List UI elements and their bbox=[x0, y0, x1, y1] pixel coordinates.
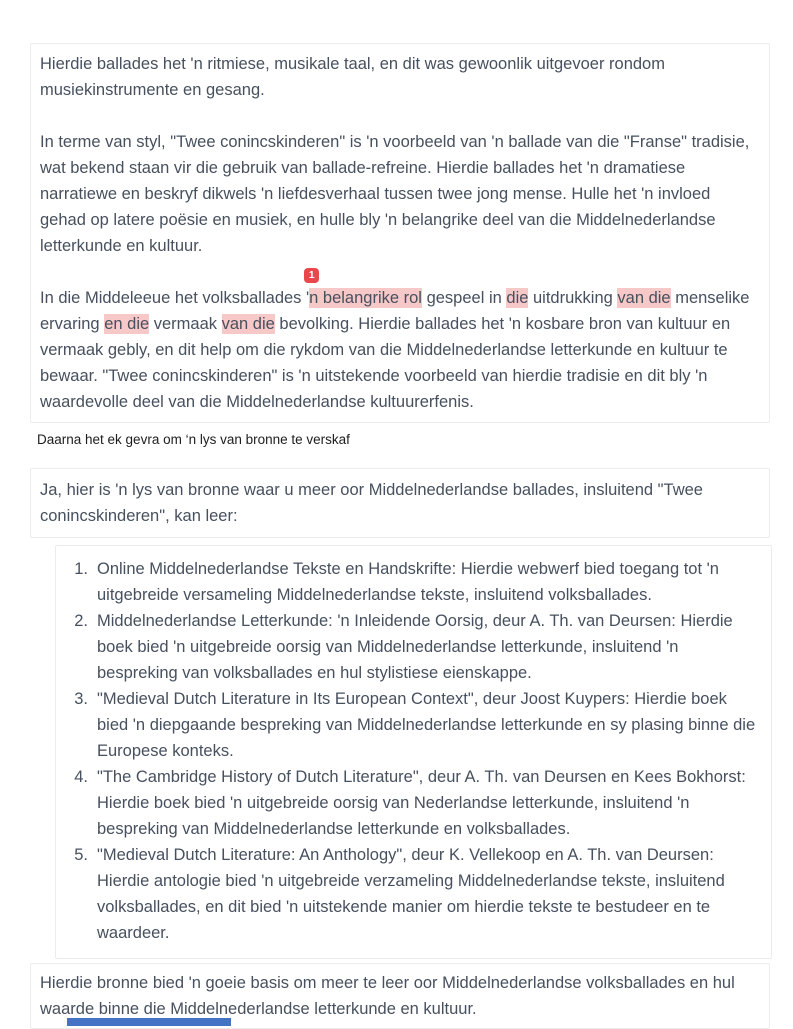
sources-intro-text: Ja, hier is 'n lys van bronne waar u meer oor Middelnederlandse ballades, insluitend "Twee conincskinderen", kan leer: bbox=[40, 481, 703, 525]
text-segment: uitdrukking bbox=[528, 289, 618, 307]
list-item-text: Middelnederlandse Letterkunde: 'n Inleidende Oorsig, deur A. Th. van Deursen: Hierdie boek bied 'n uitgebreide oorsig van Middelnederlandse letterkunde, insluitend 'n bespreking van volksballades en hul stylistiese eienskappe. bbox=[97, 612, 733, 682]
annotation-badge-1[interactable]: 1 bbox=[304, 268, 319, 283]
list-item-number: 1. bbox=[74, 560, 88, 578]
highlighted-phrase-en-die[interactable]: en die bbox=[104, 315, 150, 333]
closing-paragraph-text: Hierdie bronne bied 'n goeie basis om meer te leer oor Middelnederlandse volksballades en hul waarde binne die Middelnederlandse letterkunde en kultuur. bbox=[40, 974, 735, 1018]
main-text-box bbox=[30, 43, 770, 423]
list-item-number: 2. bbox=[74, 612, 88, 630]
list-item-number: 5. bbox=[74, 846, 88, 864]
list-item bbox=[68, 686, 759, 764]
paragraph-rhythmic-language: Hierdie ballades het 'n ritmiese, musikale taal, en dit was gewoonlik uitgevoer rondom musiekinstrumente en gesang. bbox=[40, 55, 665, 99]
list-item-text: Online Middelnederlandse Tekste en Handskrifte: Hierdie webwerf bied toegang tot 'n uitgebreide versameling Middelnederlandse tekste, insluitend volksballades. bbox=[97, 560, 719, 604]
text-segment: menselike ervaring bbox=[40, 289, 750, 333]
list-item bbox=[68, 764, 759, 842]
paragraph-with-highlights bbox=[40, 269, 760, 415]
user-query-text: Daarna het ek gevra om ‘n lys van bronne te verskaf bbox=[37, 432, 350, 447]
list-item-number: 4. bbox=[74, 768, 88, 786]
sources-intro-box bbox=[30, 468, 770, 538]
paragraph-style-tradition: In terme van styl, "Twee conincskinderen" is 'n voorbeeld van 'n ballade van die "Franse" tradisie, wat bekend staan vir die gebruik van ballade-refreine. Hierdie ballades het 'n dramatiese narratiewe en beskryf dikwels 'n liefdesverhaal tussen twee jong mense. Hulle het 'n invloed gehad op latere poësie en musiek, en hulle bly 'n belangrike deel van die Middelnederlandse letterkunde en kultuur. bbox=[40, 133, 750, 255]
text-segment: gespeel in bbox=[421, 289, 507, 307]
list-item bbox=[68, 842, 759, 946]
highlighted-phrase-belangrike-rol[interactable] bbox=[308, 269, 422, 308]
highlighted-phrase-die[interactable]: die bbox=[506, 289, 529, 307]
text-segment: In die Middeleeue het volksballades ' bbox=[40, 289, 310, 307]
list-item-text: "Medieval Dutch Literature: An Anthology", deur K. Vellekoop en A. Th. van Deursen: Hierdie antologie bied 'n uitgebreide verzameling Middelnederlandse tekste, insluitend volksballades, en dit bied 'n uitstekende manier om hierdie tekste te bestudeer en te waardeer. bbox=[97, 846, 725, 942]
list-item bbox=[68, 556, 759, 608]
partially-visible-blue-bar bbox=[67, 1018, 231, 1026]
list-item-text: "Medieval Dutch Literature in Its European Context", deur Joost Kuypers: Hierdie boek bied 'n diepgaande bespreking van Middelnederlandse letterkunde en sy plasing binne die Europese konteks. bbox=[97, 690, 756, 760]
text-segment: vermaak bbox=[149, 315, 222, 333]
highlighted-phrase-van-die-2[interactable]: van die bbox=[221, 315, 275, 333]
list-item-number: 3. bbox=[74, 690, 88, 708]
highlighted-text: n belangrike rol bbox=[309, 289, 422, 307]
list-item-text: "The Cambridge History of Dutch Literature", deur A. Th. van Deursen en Kees Bokhorst: Hierdie boek bied 'n uitgebreide oorsig van Nederlandse letterkunde, insluitend 'n bespreking van Middelnederlandse letterkunde en volksballades. bbox=[97, 768, 746, 838]
sources-list-box bbox=[55, 545, 772, 959]
text-segment: bevolking. Hierdie ballades het 'n kosbare bron van kultuur en vermaak gebly, en dit help om die rykdom van die Middelnederlandse letterkunde en kultuur te bewaar. "Twee conincskinderen" is 'n uitstekende voorbeeld van hierdie tradisie en dit bly 'n waardevolle deel van die Middelnederlandse kultuurerfenis. bbox=[40, 315, 731, 411]
highlighted-phrase-van-die[interactable]: van die bbox=[617, 289, 671, 307]
list-item bbox=[68, 608, 759, 686]
